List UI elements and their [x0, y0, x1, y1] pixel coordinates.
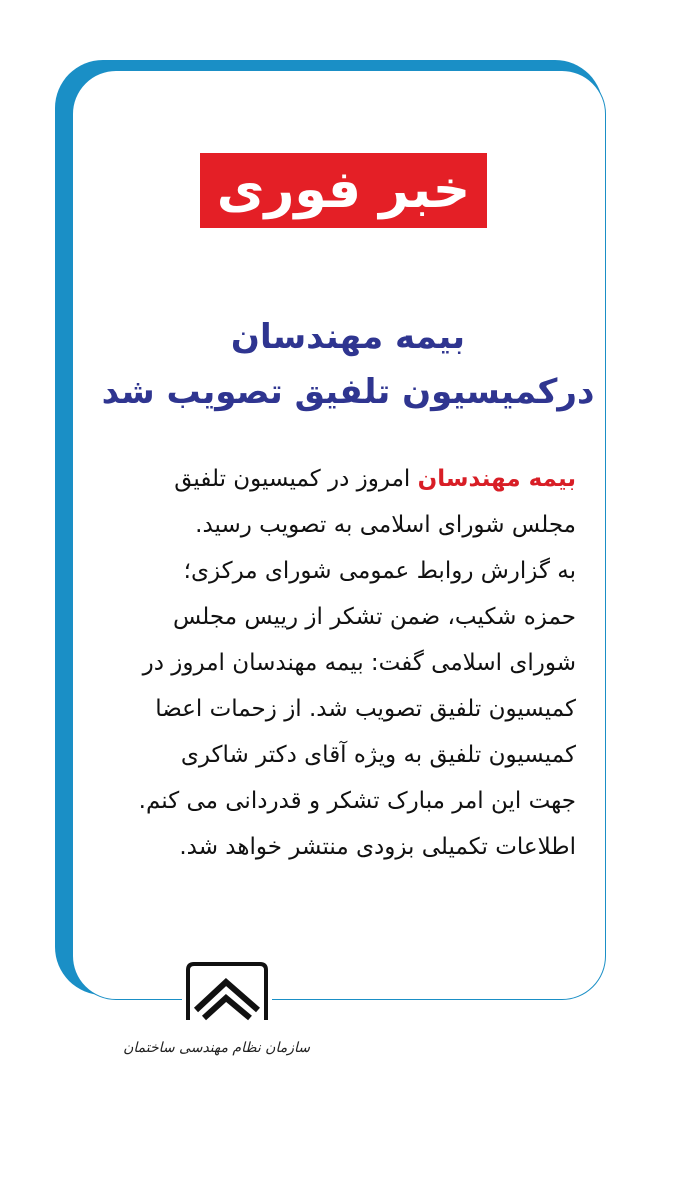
- body-line-9: اطلاعات تکمیلی بزودی منتشر خواهد شد.: [179, 834, 576, 860]
- body-line-3: به گزارش روابط عمومی شورای مرکزی؛: [183, 558, 576, 584]
- body-line-2: مجلس شورای اسلامی به تصویب رسید.: [195, 512, 576, 538]
- body-line-1: [104, 456, 576, 502]
- headline-line-1: بیمه مهندسان: [230, 317, 466, 357]
- breaking-news-badge: خبر فوری: [200, 153, 487, 228]
- body-line-8: جهت این امر مبارک تشکر و قدردانی می کنم.: [138, 788, 576, 814]
- building-engineering-logo-icon: [182, 958, 272, 1026]
- body-line-1-rest: امروز در کمیسیون تلفیق: [174, 466, 418, 492]
- logo-caption: سازمان نظام مهندسی ساختمان: [123, 1040, 310, 1056]
- news-body: [104, 456, 576, 870]
- body-line-7: کمیسیون تلفیق به ویژه آقای دکتر شاکری: [180, 742, 576, 768]
- body-highlight: بیمه مهندسان: [417, 466, 576, 492]
- body-line-6: کمیسیون تلفیق تصویب شد. از زحمات اعضا: [155, 696, 576, 722]
- body-line-5: شورای اسلامی گفت: بیمه مهندسان امروز در: [142, 650, 576, 676]
- headline-line-2: درکمیسیون تلفیق تصویب شد: [101, 372, 595, 412]
- body-line-4: حمزه شکیب، ضمن تشکر از رییس مجلس: [172, 604, 576, 630]
